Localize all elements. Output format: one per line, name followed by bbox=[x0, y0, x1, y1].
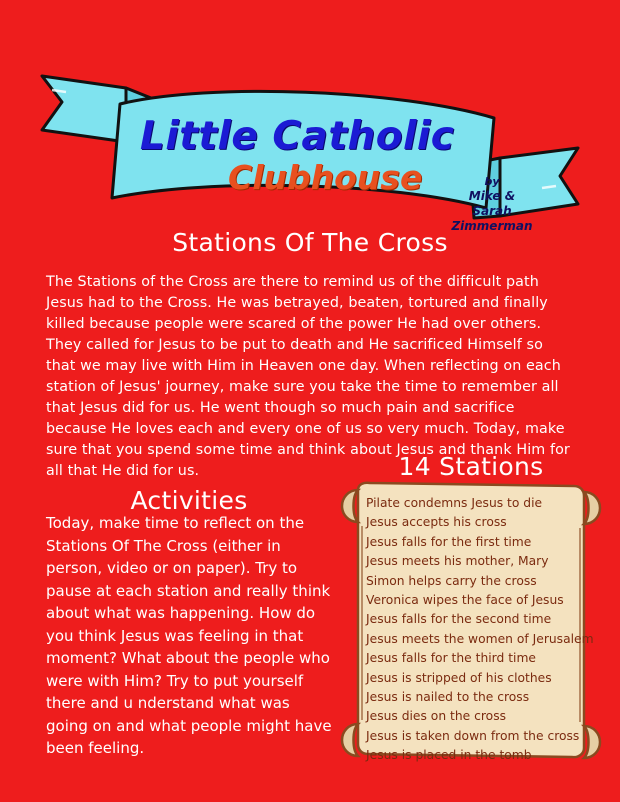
list-item: Jesus dies on the cross bbox=[366, 709, 507, 724]
logo-line-2: Clubhouse bbox=[228, 158, 423, 197]
activities-body: Today, make time to reflect on the Stations Of The Cross (either in person, video or on paper). Try to pause at each station and really think about what was happening. How do you think Jesus was feeling in that moment? What about the people who were with Him? Try to put yourself there and u nderstand what was going on and what people might have been feeling. bbox=[46, 514, 332, 757]
list-item: Pilate condemns Jesus to die bbox=[366, 496, 543, 510]
intro-paragraph: The Stations of the Cross are there to remind us of the difficult path Jesus had to the Cross. He was betrayed, beaten, tortured and finally killed because people were scared of the power He had over others. They called for Jesus to be put to death and He sacrificed Himself so that we may live with Him in Heaven one day. When reflecting on each station of Jesus' journey, make sure you take the time to remember all that Jesus did for us. He went though so much pain and sacrifice because He loves each and every one of us so very much. Today, make sure that you spend some time and think about Jesus and thank Him for all that He did for us. bbox=[46, 274, 570, 479]
list-item: Jesus accepts his cross bbox=[366, 515, 507, 530]
byline-by: by bbox=[484, 175, 500, 188]
list-item: Jesus falls for the third time bbox=[366, 651, 536, 666]
list-item: Jesus is nailed to the cross bbox=[366, 690, 530, 705]
list-item: Jesus falls for the first time bbox=[366, 534, 532, 549]
list-item: Simon helps carry the cross bbox=[366, 573, 537, 588]
stations-scroll bbox=[330, 480, 610, 765]
byline-name-2: Sarah bbox=[472, 204, 512, 218]
stations-count-title: 14 Stations bbox=[398, 452, 544, 481]
byline-name-3: Zimmerman bbox=[451, 219, 533, 233]
logo-line-1: Little Catholic bbox=[140, 114, 455, 159]
list-item: Jesus is stripped of his clothes bbox=[366, 670, 552, 685]
list-item: Jesus meets the women of Jerusalem bbox=[366, 631, 594, 646]
list-item: Veronica wipes the face of Jesus bbox=[366, 593, 564, 608]
activities-title: Activities bbox=[130, 486, 248, 515]
list-item: Jesus meets his mother, Mary bbox=[366, 554, 549, 569]
byline-name-1: Mike & bbox=[468, 189, 516, 203]
banner bbox=[0, 30, 620, 233]
banner-ribbon-icon bbox=[0, 30, 620, 225]
page-title: Stations Of The Cross bbox=[172, 228, 448, 257]
list-item: Jesus is taken down from the cross bbox=[366, 728, 580, 743]
stations-list bbox=[366, 494, 600, 766]
list-item: Jesus is placed in the tomb bbox=[366, 748, 532, 763]
list-item: Jesus falls for the second time bbox=[366, 612, 552, 627]
